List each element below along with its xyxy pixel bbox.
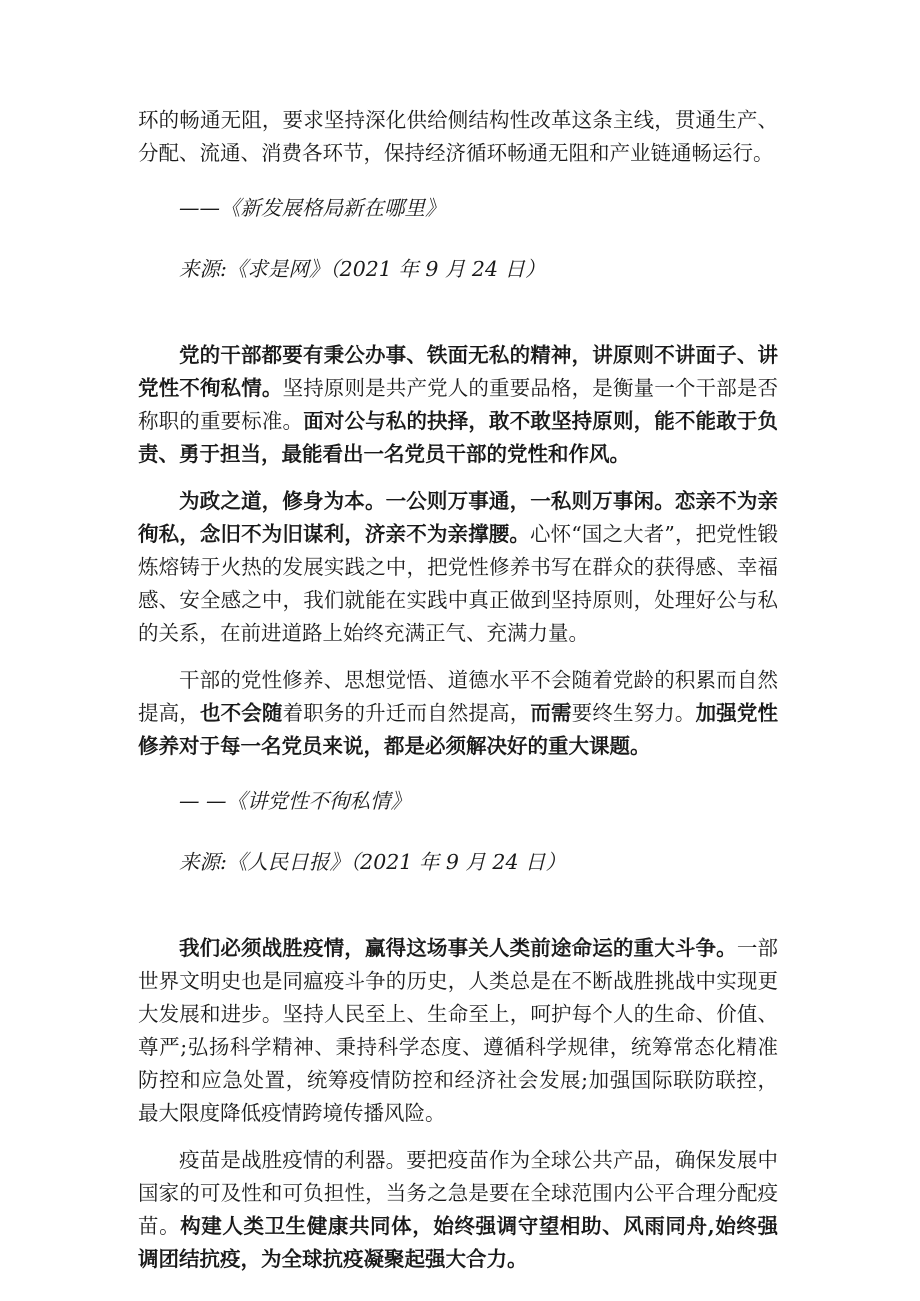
paragraph-governance	[138, 485, 778, 650]
paragraph-principles	[138, 339, 778, 471]
paragraph-vaccine	[138, 1144, 778, 1276]
body-text: 要终生努力。	[571, 701, 696, 725]
bold-text: 党的干部都要有秉公办事、铁面无私的精神，讲原则不讲面子、讲党性不徇私情。	[138, 343, 778, 400]
document-page	[138, 104, 778, 1276]
bold-text: 而需	[530, 701, 572, 725]
bold-text: 也不会随	[199, 701, 283, 725]
bold-text: 我们必须战胜疫情，赢得这场事关人类前途命运的重大斗争。	[179, 936, 737, 960]
article-title-note: — —《讲党性不徇私情》	[179, 789, 412, 813]
bold-text: 构建人类卫生健康共同体，始终强调守望相助、风雨同舟,始终强调团结抗疫，为全球抗疫凝聚起强大合力。	[138, 1214, 779, 1271]
bold-text: 面对公与私的抉择，敢不敢坚持原则，能不能敢于负责、勇于担当，最能看出一名党员干部的党性和作风。	[138, 409, 779, 466]
paragraph-pandemic	[138, 932, 778, 1130]
body-text: 干部的党性修养、思想觉悟、道德水平不会随着党龄的积累而自然提高，	[138, 668, 778, 725]
body-text: 坚持原则是共产党人的重要品格，是衡量一个干部是否称职的重要标准。	[138, 376, 779, 433]
body-text: 疫苗是战胜疫情的利器。要把疫苗作为全球公共产品，确保发展中国家的可及性和可负担性，当务之急是要在全球范围内公平合理分配疫苗。	[138, 1148, 778, 1238]
paragraph-cultivation	[138, 664, 778, 763]
bold-text: 加强党性修养对于每一名党员来说，都是必须解决好的重大课题。	[138, 701, 779, 758]
body-text: 一部世界文明史也是同瘟疫斗争的历史，人类总是在不断战胜挑战中实现更大发展和进步。坚持人民至上、生命至上，呵护每个人的生命、价值、尊严;弘扬科学精神、秉持科学态度、遵循科学规律，统筹常态化精准防控和应急处置，统筹疫情防控和经济社会发展;加强国际联防联控，最大限度降低疫情跨境传播风险。	[138, 936, 779, 1125]
bold-text: 为政之道，修身为本。一公则万事通，一私则万事闲。恋亲不为亲徇私，念旧不为旧谋利，济亲不为亲撑腰。	[138, 489, 778, 546]
body-text: 心怀“国之大者”，把党性锻炼熔铸于火热的发展实践之中，把党性修养书写在群众的获得感、幸福感、安全感之中，我们就能在实践中真正做到坚持原则，处理好公与私的关系，在前进道路上始终充满正气、充满力量。	[138, 522, 779, 645]
paragraph-continuation: 环的畅通无阻，要求坚持深化供给侧结构性改革这条主线，贯通生产、分配、流通、消费各环节，保持经济循环畅通无阻和产业链通畅运行。	[138, 108, 778, 165]
body-text: 着职务的升迁而自然提高，	[282, 701, 531, 725]
article-title-note: ——《新发展格局新在哪里》	[179, 196, 446, 220]
source-note: 来源:《人民日报》（2021 年 9 月 24 日）	[179, 850, 567, 874]
source-note: 来源:《求是网》（2021 年 9 月 24 日）	[179, 257, 546, 281]
